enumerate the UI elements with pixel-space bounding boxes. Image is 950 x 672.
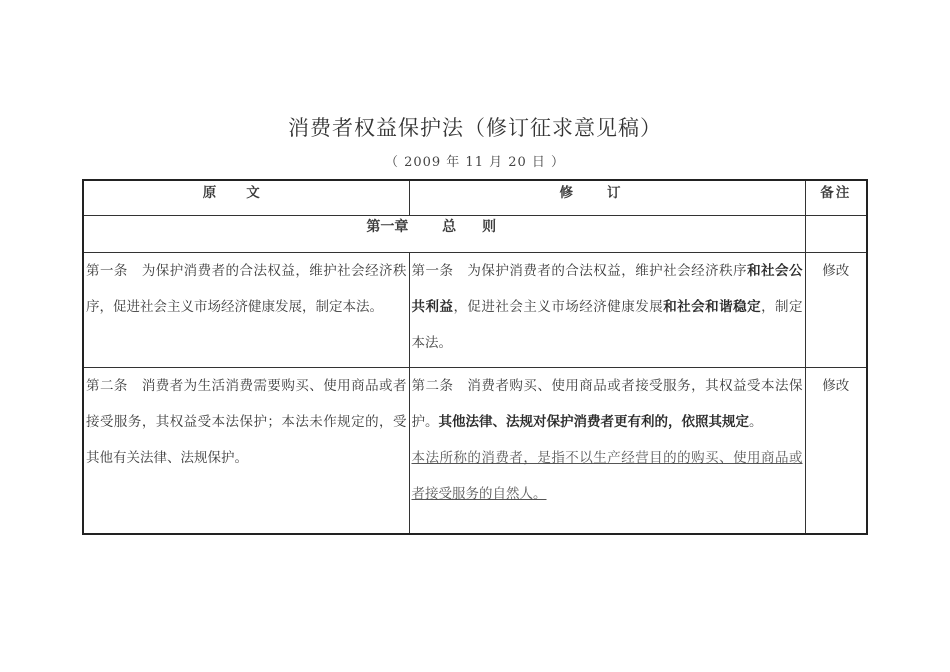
note-cell: [805, 368, 867, 535]
note-text: 修改: [822, 378, 850, 394]
header-revision: 修订: [409, 180, 805, 216]
header-original: 原文: [83, 180, 409, 216]
document-title: 消费者权益保护法（修订征求意见稿）: [288, 116, 662, 140]
document-date: （ 2009 年 11 月 20 日 ）: [384, 155, 566, 170]
table-header-row: [83, 180, 867, 216]
revision-cell: [409, 253, 805, 368]
table-row: [83, 368, 867, 535]
revision-cell: [409, 368, 805, 535]
chapter-row: [83, 216, 867, 253]
original-cell: [83, 368, 409, 535]
revision-added-text: 和社会和谐稳定: [663, 299, 762, 315]
chapter-name: 总则: [442, 219, 523, 235]
original-text: 第二条 消费者为生活消费需要购买、使用商品或者接受服务，其权益受本法保护；本法未作规定的，受其他有关法律、法规保护。: [86, 378, 407, 466]
revision-text-part: 第二条 消费者购买、使用商品或者接受服务，其权益受本法保护。: [411, 378, 803, 430]
note-text: 修改: [822, 263, 850, 279]
revision-text-part: 。: [749, 414, 763, 430]
revision-added-text: 其他法律、法规对保护消费者更有利的，依照其规定: [438, 414, 749, 430]
revision-added-paragraph: 本法所称的消费者，是指不以生产经营目的的购买、使用商品或者接受服务的自然人。: [411, 450, 803, 502]
chapter-label: 第一章: [366, 219, 409, 235]
chapter-note-cell: [805, 216, 867, 253]
revision-added-text: 和社会公共利益: [411, 263, 803, 315]
chapter-heading: [83, 216, 805, 253]
revision-text-part: ，促进社会主义市场经济健康发展: [453, 299, 664, 315]
revision-text: [410, 368, 805, 440]
revision-text-part: ，制定本法。: [411, 299, 803, 351]
original-text: 第一条 为保护消费者的合法权益，维护社会经济秩序，促进社会主义市场经济健康发展，制定本法。: [86, 263, 407, 315]
original-cell: [83, 253, 409, 368]
header-note: 备注: [805, 180, 867, 216]
revision-text: [410, 253, 805, 361]
table-row: [83, 253, 867, 368]
comparison-table: [82, 179, 868, 535]
note-cell: [805, 253, 867, 368]
revision-text-part: 第一条 为保护消费者的合法权益，维护社会经济秩序: [411, 263, 748, 279]
